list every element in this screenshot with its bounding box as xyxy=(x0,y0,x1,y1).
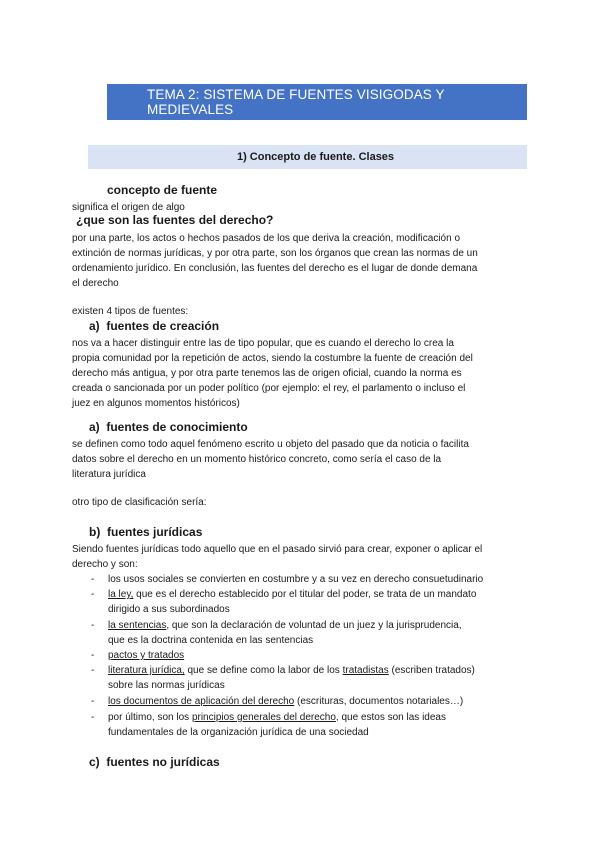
bullet: - xyxy=(91,712,95,723)
conocimiento-line-3: literatura jurídica xyxy=(72,469,146,480)
list-item: la sentencias, que son la declaración de voluntad de un juez y la jurisprudencia, xyxy=(108,620,462,631)
creacion-line-3: derecho más antigua, y por otra parte tenemos las de origen oficial, cuando la norma es xyxy=(72,368,462,379)
list-item-continuation: que es la doctrina contenida en las sentencias xyxy=(108,635,314,646)
list-item-continuation: fundamentales de la organización jurídica de una sociedad xyxy=(108,727,369,738)
concepto-text: significa el origen de algo xyxy=(72,202,185,213)
question-line-2: extinción de normas jurídicas, y por otra parte, son los órganos que crean las normas de un xyxy=(72,248,478,259)
section-heading: 1) Concepto de fuente. Clases xyxy=(88,145,527,169)
list-item: los documentos de aplicación del derecho (escrituras, documentos notariales…) xyxy=(108,696,464,707)
list-item: pactos y tratados xyxy=(108,650,185,661)
list-item: por último, son los principios generales del derecho, que estos son las ideas xyxy=(108,712,446,723)
list-item-continuation: dirigido a sus subordinados xyxy=(108,604,230,615)
bullet: - xyxy=(91,696,95,707)
conocimiento-heading: a) fuentes de conocimiento xyxy=(89,420,248,434)
bullet: - xyxy=(91,574,95,585)
creacion-line-5: juez en algunos momentos históricos) xyxy=(72,398,240,409)
juridicas-heading: b) fuentes jurídicas xyxy=(89,525,203,539)
question-line-3: ordenamiento jurídico. En conclusión, las fuentes del derecho es el lugar de donde demana xyxy=(72,263,478,274)
list-item-continuation: sobre las normas jurídicas xyxy=(108,680,225,691)
bullet: - xyxy=(91,665,95,676)
list-item: los usos sociales se convierten en costumbre y a su vez en derecho consuetudinario xyxy=(108,574,484,585)
bullet: - xyxy=(91,650,95,661)
concepto-heading: concepto de fuente xyxy=(107,183,218,197)
otro-tipo-text: otro tipo de clasificación sería: xyxy=(72,497,207,508)
tipos-intro: existen 4 tipos de fuentes: xyxy=(72,306,189,317)
question-line-4: el derecho xyxy=(72,278,119,289)
bullet: - xyxy=(91,620,95,631)
question-heading: ¿que son las fuentes del derecho? xyxy=(76,213,274,227)
creacion-line-4: creada o sancionada por un poder político (por ejemplo: el rey, el parlamento o incluso el xyxy=(72,383,466,394)
no-juridicas-heading: c) fuentes no jurídicas xyxy=(89,755,220,769)
conocimiento-line-2: datos sobre el derecho en un momento histórico concreto, como sería el caso de la xyxy=(72,454,442,465)
list-item: literatura jurídica, que se define como la labor de los tratadistas (escriben tratados) xyxy=(108,665,475,676)
question-line-1: por una parte, los actos o hechos pasados de los que deriva la creación, modificación o xyxy=(72,233,461,244)
creacion-line-1: nos va a hacer distinguir entre las de tipo popular, que es cuando el derecho lo crea la xyxy=(72,338,454,349)
document-title: TEMA 2: SISTEMA DE FUENTES VISIGODAS Y MEDIEVALES xyxy=(107,84,527,120)
juridicas-line-1: Siendo fuentes jurídicas todo aquello que en el pasado sirvió para crear, exponer o aplicar el xyxy=(72,544,483,555)
bullet: - xyxy=(91,589,95,600)
creacion-heading: a) fuentes de creación xyxy=(89,319,220,333)
juridicas-line-2: derecho y son: xyxy=(72,559,138,570)
conocimiento-line-1: se definen como todo aquel fenómeno escrito u objeto del pasado que da noticia o facilita xyxy=(72,439,469,450)
list-item: la ley, que es el derecho establecido por el titular del poder, se trata de un mandato xyxy=(108,589,477,600)
creacion-line-2: propia comunidad por la repetición de actos, siendo la costumbre la fuente de creación del xyxy=(72,353,473,364)
